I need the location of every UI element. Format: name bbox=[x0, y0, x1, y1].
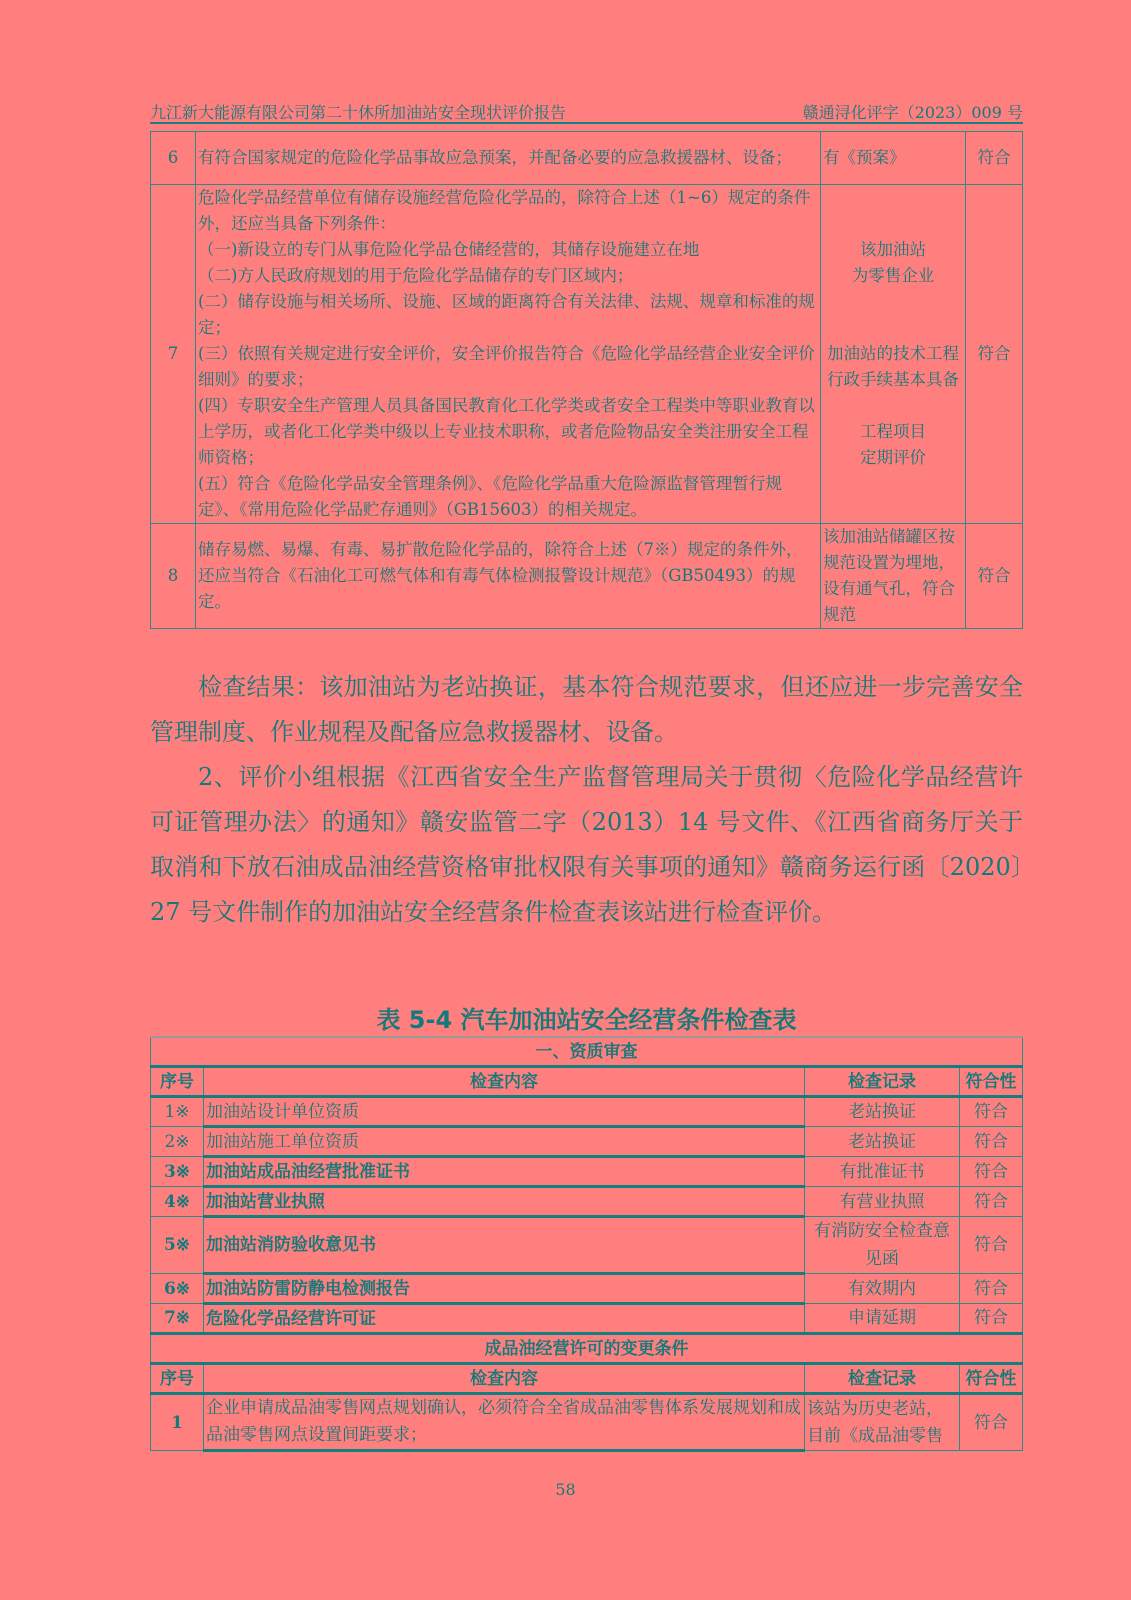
row-record: 有效期内 bbox=[805, 1274, 960, 1304]
record-line: 工程项目 bbox=[860, 422, 926, 441]
column-headers bbox=[151, 1067, 1023, 1097]
row-content: 加油站营业执照 bbox=[204, 1187, 805, 1217]
report-number: 赣通浔化评字（2023）009 号 bbox=[802, 103, 1023, 122]
row-content: 有符合国家规定的危险化学品事故应急预案，并配备必要的应急救援器材、设备； bbox=[196, 132, 821, 185]
row-result: 符合 bbox=[960, 1274, 1023, 1304]
row-record: 老站换证 bbox=[805, 1097, 960, 1127]
row-result: 符合 bbox=[960, 1157, 1023, 1187]
row-content bbox=[196, 185, 821, 524]
row-record: 有批准证书 bbox=[805, 1157, 960, 1187]
row-number: 7 bbox=[151, 185, 196, 524]
section-header: 成品油经营许可的变更条件 bbox=[151, 1334, 1023, 1364]
row-result: 符合 bbox=[960, 1217, 1023, 1274]
table-row bbox=[151, 185, 1023, 524]
record-line: 为零售企业 bbox=[851, 266, 935, 285]
row-content: 企业申请成品油零售网点规划确认，必须符合全省成品油零售体系发展规划和成品油零售网点设置间距要求； bbox=[204, 1394, 805, 1451]
column-headers bbox=[151, 1364, 1023, 1394]
content-line: (三）依照有关规定进行安全评价，安全评价报告符合《危险化学品经营企业安全评价细则》的要求； bbox=[198, 344, 815, 389]
table-row bbox=[151, 524, 1023, 629]
header-result: 符合性 bbox=[960, 1364, 1023, 1394]
header-record: 检查记录 bbox=[805, 1067, 960, 1097]
row-content: 加油站设计单位资质 bbox=[204, 1097, 805, 1127]
row-number: 2※ bbox=[151, 1127, 204, 1157]
row-number: 5※ bbox=[151, 1217, 204, 1274]
evaluation-basis-paragraph: 2、评价小组根据《江西省安全生产监督管理局关于贯彻〈危险化学品经营许可证管理办法〉的通知》赣安监管二字（2013）14 号文件、《江西省商务厅关于取消和下放石油成品油经营资格审批权限有关事项的通知》赣商务运行函〔2020〕27 号文件制作的加油站安全经营条件检查表该站进行检查评价。 bbox=[150, 763, 1023, 926]
header-no: 序号 bbox=[151, 1067, 204, 1097]
table-row bbox=[151, 1217, 1023, 1274]
row-number: 8 bbox=[151, 524, 196, 629]
header-no: 序号 bbox=[151, 1364, 204, 1394]
row-result: 符合 bbox=[960, 1097, 1023, 1127]
row-number: 1 bbox=[151, 1394, 204, 1451]
row-content: 加油站消防验收意见书 bbox=[204, 1217, 805, 1274]
row-record: 该加油站储罐区按规范设置为埋地，设有通气孔，符合规范 bbox=[821, 524, 966, 629]
record-line: 该加油站 bbox=[860, 240, 926, 259]
row-result: 符合 bbox=[960, 1304, 1023, 1334]
content-line: （二)方人民政府规划的用于危险化学品储存的专门区域内； bbox=[198, 266, 634, 285]
row-content: 加油站防雷防静电检测报告 bbox=[204, 1274, 805, 1304]
row-record: 有《预案》 bbox=[821, 132, 966, 185]
section-header: 一、资质审查 bbox=[151, 1037, 1023, 1067]
row-result: 符合 bbox=[966, 524, 1023, 629]
row-content: 危险化学品经营许可证 bbox=[204, 1304, 805, 1334]
table-row bbox=[151, 1187, 1023, 1217]
row-number: 3※ bbox=[151, 1157, 204, 1187]
conditions-table-continued bbox=[150, 131, 1023, 629]
row-number: 4※ bbox=[151, 1187, 204, 1217]
table-row bbox=[151, 1394, 1023, 1451]
content-line: (四）专职安全生产管理人员具备国民教育化工化学类或者安全工程类中等职业教育以上学历，或者化工化学类中级以上专业技术职称，或者危险物品安全类注册安全工程师资格； bbox=[198, 396, 815, 467]
row-record: 有营业执照 bbox=[805, 1187, 960, 1217]
row-result: 符合 bbox=[966, 185, 1023, 524]
row-result: 符合 bbox=[960, 1127, 1023, 1157]
table-caption: 表 5-4 汽车加油站安全经营条件检查表 bbox=[376, 1006, 797, 1034]
header-record: 检查记录 bbox=[805, 1364, 960, 1394]
safety-conditions-checklist bbox=[150, 1036, 1023, 1452]
content-line: (五）符合《危险化学品安全管理条例》、《危险化学品重大危险源监督管理暂行规定》、《常用危险化学品贮存通则》（GB15603）的相关规定。 bbox=[198, 474, 782, 519]
row-number: 6※ bbox=[151, 1274, 204, 1304]
table-row bbox=[151, 1097, 1023, 1127]
record-line: 加油站的技术工程行政手续基本具备 bbox=[827, 344, 959, 389]
page-header bbox=[150, 98, 1023, 124]
row-number: 1※ bbox=[151, 1097, 204, 1127]
header-content: 检查内容 bbox=[204, 1364, 805, 1394]
row-record: 该站为历史老站，目前《成品油零售 bbox=[805, 1394, 960, 1451]
row-result: 符合 bbox=[966, 132, 1023, 185]
row-record: 老站换证 bbox=[805, 1127, 960, 1157]
row-number: 6 bbox=[151, 132, 196, 185]
content-line: 危险化学品经营单位有储存设施经营危险化学品的，除符合上述（1~6）规定的条件外，还应当具备下列条件： bbox=[198, 188, 811, 233]
table-row bbox=[151, 132, 1023, 185]
row-content: 加油站施工单位资质 bbox=[204, 1127, 805, 1157]
page-number: 58 bbox=[555, 1480, 576, 1499]
inspection-result-paragraph: 检查结果：该加油站为老站换证，基本符合规范要求，但还应进一步完善安全管理制度、作业规程及配备应急救援器材、设备。 bbox=[150, 673, 1023, 746]
report-title: 九江新大能源有限公司第二十休所加油站安全现状评价报告 bbox=[150, 103, 567, 122]
header-content: 检查内容 bbox=[204, 1067, 805, 1097]
row-content: 加油站成品油经营批准证书 bbox=[204, 1157, 805, 1187]
row-record: 申请延期 bbox=[805, 1304, 960, 1334]
row-result: 符合 bbox=[960, 1394, 1023, 1451]
row-number: 7※ bbox=[151, 1304, 204, 1334]
table-row bbox=[151, 1304, 1023, 1334]
content-line: (二）储存设施与相关场所、设施、区域的距离符合有关法律、法规、规章和标准的规定； bbox=[198, 292, 815, 337]
row-content: 储存易燃、易爆、有毒、易扩散危险化学品的，除符合上述（7※）规定的条件外，还应当符合《石油化工可燃气体和有毒气体检测报警设计规范》（GB50493）的规定。 bbox=[196, 524, 821, 629]
row-result: 符合 bbox=[960, 1187, 1023, 1217]
record-line: 定期评价 bbox=[860, 448, 926, 467]
table-row bbox=[151, 1157, 1023, 1187]
row-record bbox=[821, 185, 966, 524]
header-result: 符合性 bbox=[960, 1067, 1023, 1097]
table-row bbox=[151, 1127, 1023, 1157]
row-record: 有消防安全检查意见函 bbox=[805, 1217, 960, 1274]
content-line: （一)新设立的专门从事危险化学品仓储经营的，其储存设施建立在地 bbox=[198, 240, 700, 259]
table-row bbox=[151, 1274, 1023, 1304]
